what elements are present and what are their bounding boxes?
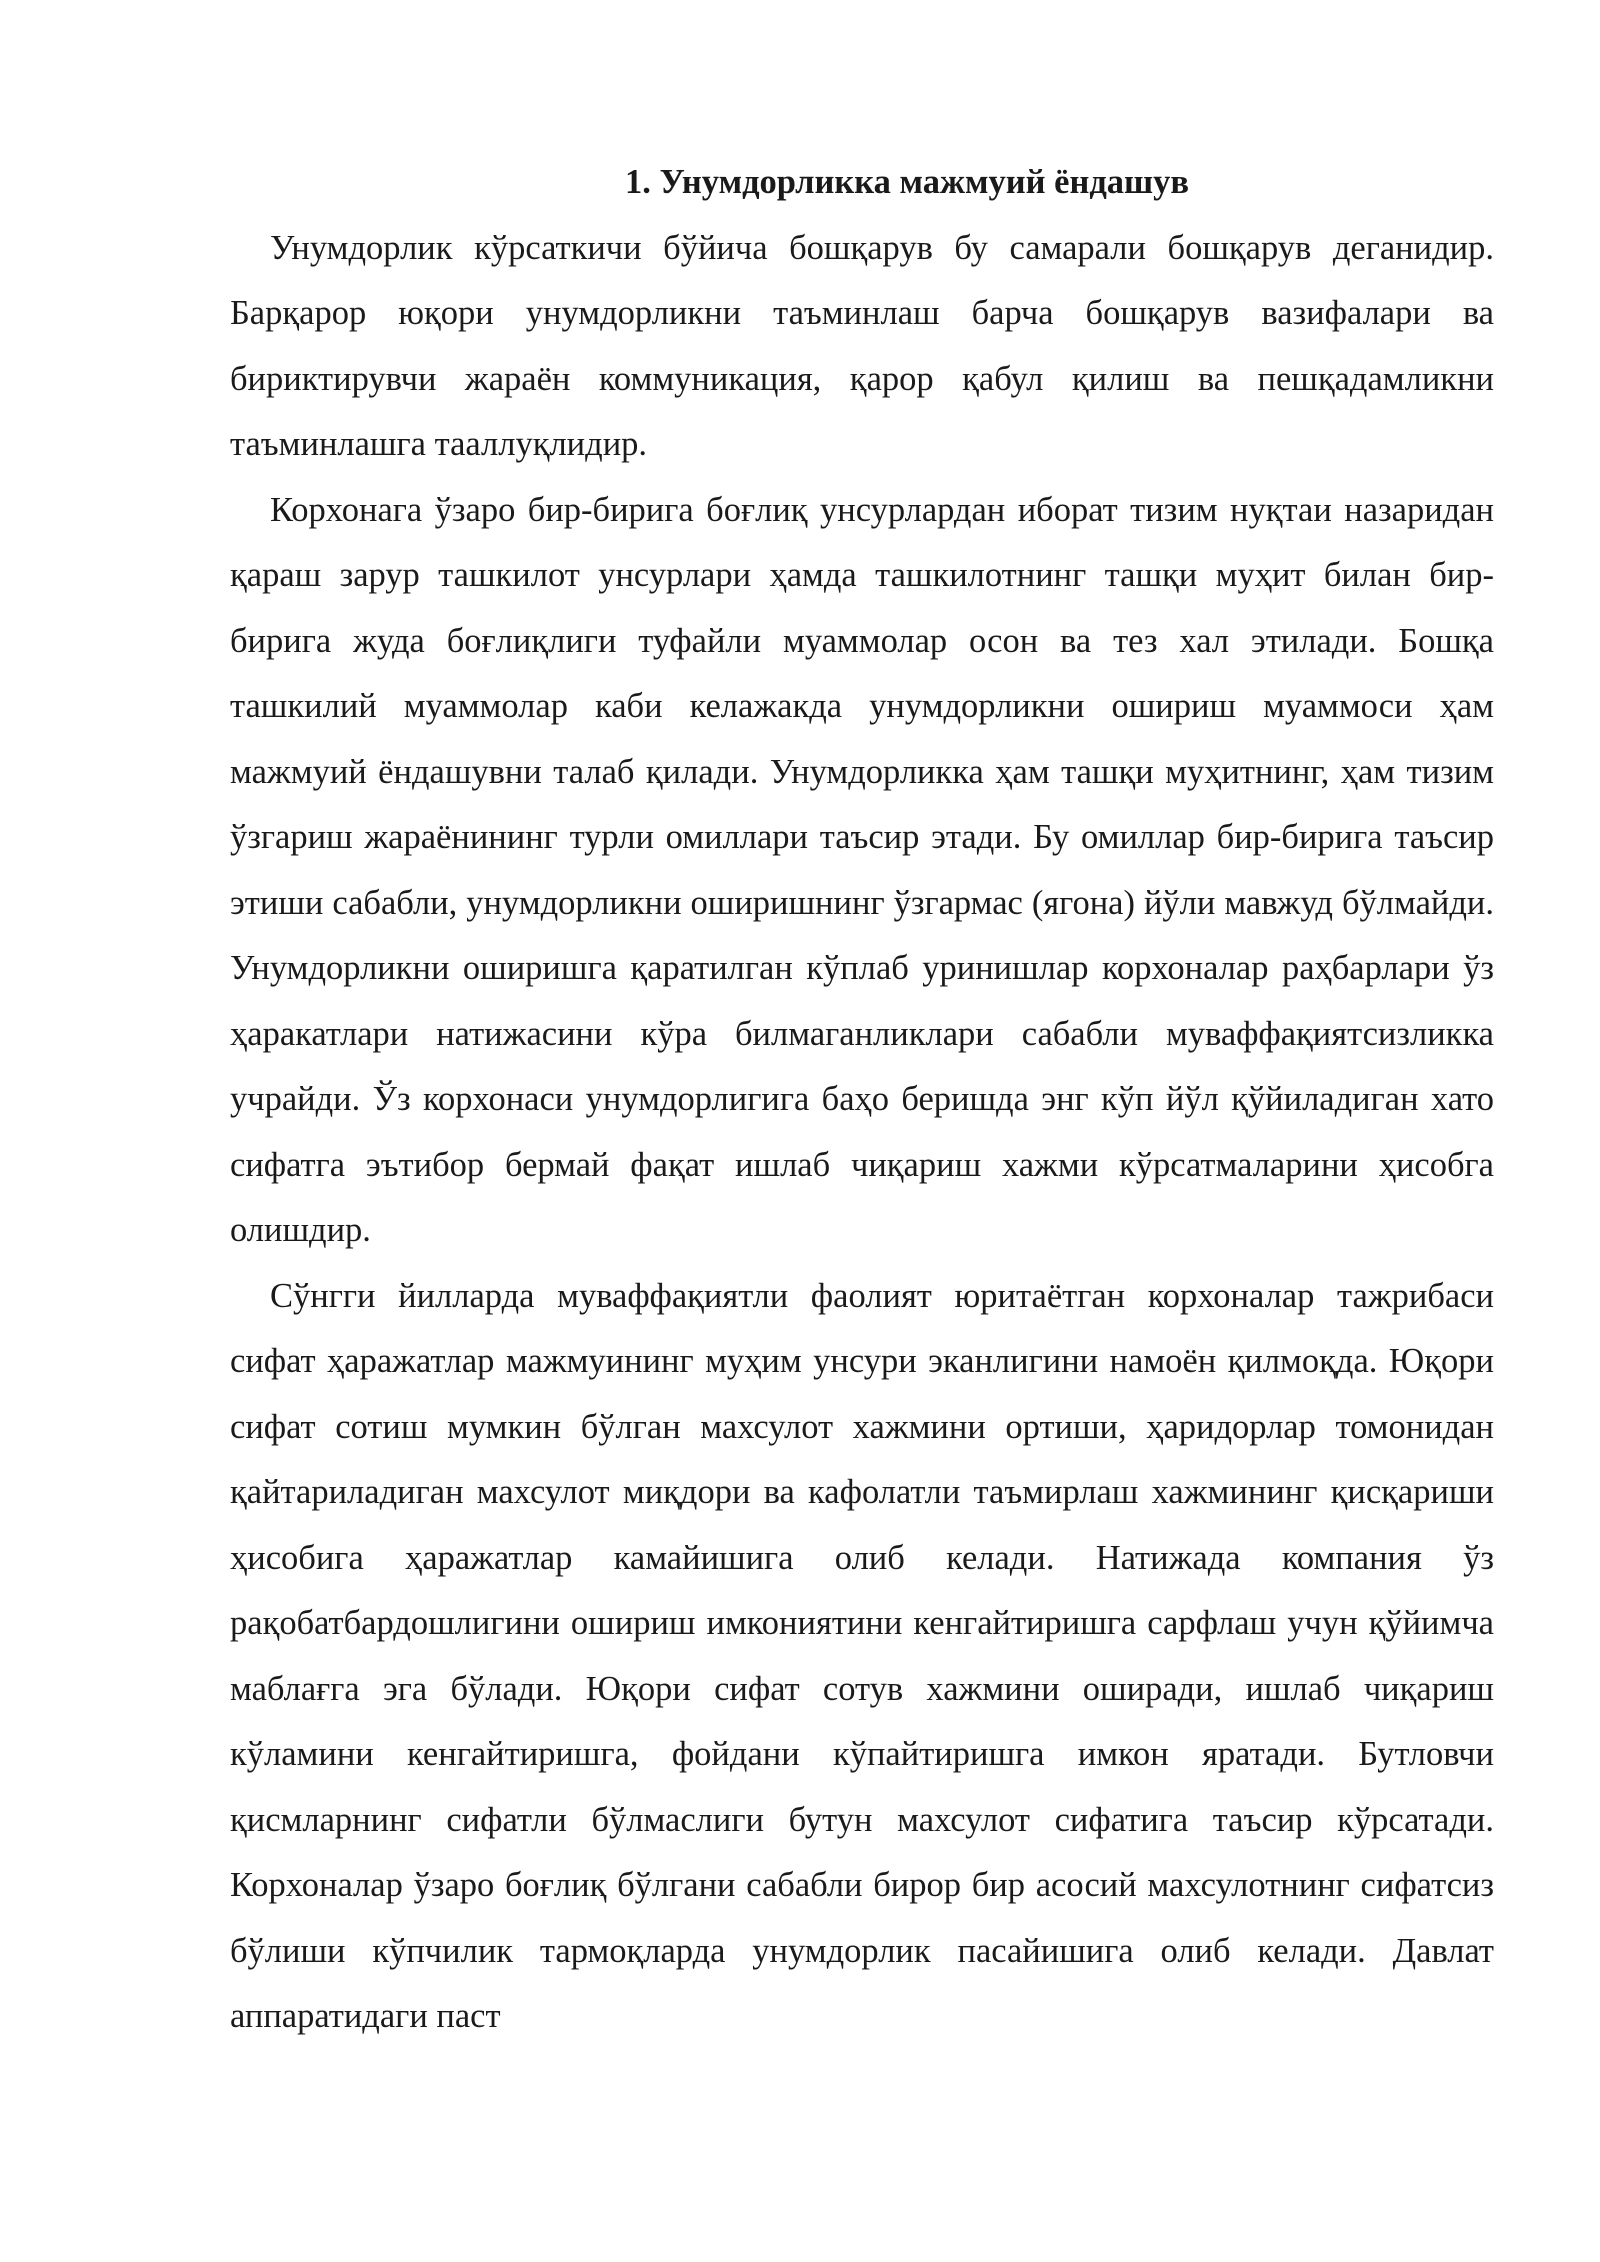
section-heading: 1. Унумдорликка мажмуий ёндашув: [624, 163, 1190, 201]
document-page: [230, 150, 1494, 2050]
paragraph-2: Корхонага ўзаро бир-бирига боғлиқ унсурлардан иборат тизим нуқтаи назаридан қараш зарур ташкилот унсурлари ҳамда ташкилотнинг ташқи муҳит билан бир-бирига жуда боғлиқлиги туфайли муаммолар осон ва тез хал этилади. Бошқа ташкилий муаммолар каби келажакда унумдорликни ошириш муаммоси ҳам мажмуий ёндашувни талаб қилади. Унумдорликка ҳам ташқи муҳитнинг, ҳам тизим ўзгариш жараёнининг турли омиллари таъсир этади. Бу омиллар бир-бирига таъсир этиши сабабли, унумдорликни оширишнинг ўзгармас (ягона) йўли мавжуд бўлмайди. Унумдорликни оширишга қаратилган кўплаб уринишлар корхоналар раҳбарлари ўз ҳаракатлари натижасини кўра билмаганликлари сабабли муваффақиятсизликка учрайди. Ўз корхонаси унумдорлигига баҳо беришда энг кўп йўл қўйиладиган хато сифатга эътибор бермай фақат ишлаб чиқариш хажми кўрсатмаларини ҳисобга олишдир.: [230, 490, 1494, 1249]
paragraph-1: Унумдорлик кўрсаткичи бўйича бошқарув бу самарали бошқарув деганидир. Барқарор юқори унумдорликни таъминлаш барча бошқарув вазифалари ва бириктирувчи жараён коммуникация, қарор қабул қилиш ва пешқадамликни таъминлашга тааллуқлидир.: [230, 228, 1494, 463]
paragraph-3: Сўнгги йилларда муваффақиятли фаолият юритаётган корхоналар тажрибаси сифат ҳаражатлар мажмуининг муҳим унсури эканлигини намоён қилмоқда. Юқори сифат сотиш мумкин бўлган махсулот хажмини ортиши, ҳаридорлар томонидан қайтариладиган махсулот миқдори ва кафолатли таъмирлаш хажмининг қисқариши ҳисобига ҳаражатлар камайишига олиб келади. Натижада компания ўз рақобатбардошлигини ошириш имкониятини кенгайтиришга сарфлаш учун қўйимча маблағга эга бўлади. Юқори сифат сотув хажмини оширади, ишлаб чиқариш кўламини кенгайтиришга, фойдани кўпайтиришга имкон яратади. Бутловчи қисмларнинг сифатли бўлмаслиги бутун махсулот сифатига таъсир кўрсатади. Корхоналар ўзаро боғлиқ бўлгани сабабли бирор бир асосий махсулотнинг сифатсиз бўлиши кўпчилик тармоқларда унумдорлик пасайишига олиб келади. Давлат аппаратидаги паст: [230, 1276, 1494, 2035]
